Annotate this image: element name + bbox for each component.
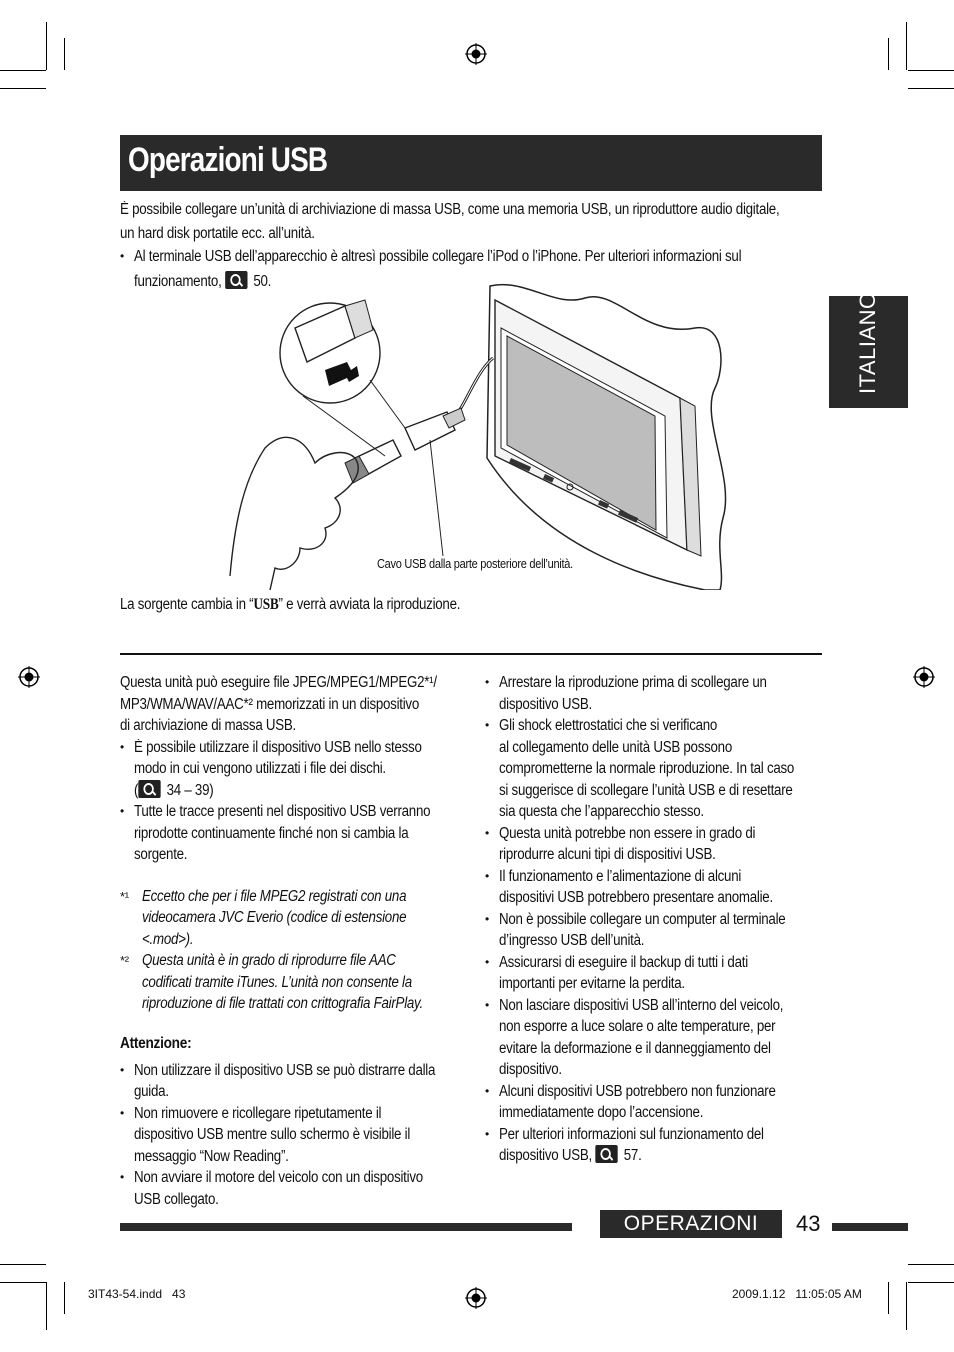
list-item: • Non avviare il motore del veicolo con un dispositivo USB collegato. — [120, 1167, 460, 1210]
language-label: ITALIANO — [855, 291, 880, 394]
list-item: • Tutte le tracce presenti nel dispositivo USB verranno riprodotte continuamente finché non si cambia la sorgente. — [120, 801, 460, 866]
right-column — [485, 672, 825, 1167]
list-item: • Il funzionamento e l’alimentazione di alcuni dispositivi USB potrebbero presentare anomalie. — [485, 866, 825, 909]
language-side-tab — [829, 291, 908, 408]
slug-timestamp: 2009.1.12 11:05:05 AM — [732, 1287, 862, 1301]
slug-file-info: 3IT43-54.indd 43 — [88, 1287, 186, 1301]
usage-bullets — [120, 737, 460, 866]
intro-bullet: • Al terminale USB dell’apparecchio è altresì possibile collegare l’iPod o l’iPhone. Per ulteriori informazioni sul funzionamento, 50. — [120, 246, 830, 292]
list-item: • Per ulteriori informazioni sul funzionamento del dispositivo USB, 57. — [485, 1124, 825, 1167]
reference-magnifier-icon — [138, 780, 160, 798]
list-item: • Arrestare la riproduzione prima di scollegare un dispositivo USB. — [485, 672, 825, 715]
list-item: • Assicurarsi di eseguire il backup di tutti i dati importanti per evitarne la perdita. — [485, 952, 825, 995]
registration-mark-bottom-icon — [465, 1287, 487, 1309]
footnote-1: *¹ Eccetto che per i file MPEG2 registrati con una videocamera JVC Everio (codice di estensione <.mod>). — [120, 887, 407, 948]
registration-mark-top-icon — [465, 43, 487, 65]
intro-line-1: È possibile collegare un’unità di archiviazione di massa USB, come una memoria USB, un riproduttore audio digitale, — [120, 201, 780, 218]
intro-line-2: un hard disk portatile ecc. all’unità. — [120, 224, 315, 242]
intro-bullet-line-2: funzionamento, 50. — [134, 272, 272, 290]
list-item: • Questa unità potrebbe non essere in grado di riprodurre alcuni tipi di dispositivi USB. — [485, 823, 825, 866]
footnote-2: *² Questa unità è in grado di riprodurre file AAC codificati tramite iTunes. L’unità non consente la riproduzione di file trattati con crittografia FairPlay. — [120, 952, 423, 1012]
registration-mark-left-icon — [18, 666, 40, 688]
list-item: • Non è possibile collegare un computer al terminale d’ingresso USB dell’unità. — [485, 909, 825, 952]
caution-bullets — [120, 1060, 460, 1211]
file-support-paragraph: Questa unità può eseguire file JPEG/MPEG1/MPEG2*¹/ MP3/WMA/WAV/AAC*² memorizzati in un dispositivo di archiviazione di massa USB. — [120, 674, 437, 734]
footer-bar-right — [832, 1223, 908, 1231]
usb-memory-stick-icon — [345, 440, 401, 483]
left-column — [120, 672, 460, 1210]
list-item: • Gli shock elettrostatici che si verificano al collegamento delle unità USB possono comprometterne la normale riproduzione. In tal caso si suggerisce di scollegare l’unità USB e di resettare sia questa che l’apparecchio stesso. — [485, 715, 825, 823]
usb-plug-zoom-icon — [280, 300, 405, 456]
head-unit-icon — [495, 300, 701, 556]
page-number: 43 — [796, 1211, 821, 1236]
footer-bar-left — [120, 1223, 572, 1231]
caution-heading: Attenzione: — [120, 1034, 192, 1052]
figure-caption: Cavo USB dalla parte posteriore dell’unità. — [377, 557, 573, 571]
usb-source-label: USB — [253, 596, 279, 613]
usb-connection-illustration — [225, 278, 745, 590]
registration-mark-right-icon — [913, 666, 935, 688]
section-divider — [120, 653, 822, 655]
list-item: • Non rimuovere e ricollegare ripetutamente il dispositivo USB mentre sullo schermo è visibile il messaggio “Now Reading”. — [120, 1103, 460, 1168]
intro-paragraph — [120, 199, 830, 244]
page-title-bar — [120, 135, 822, 191]
usb-cable-connector-icon — [405, 408, 465, 450]
intro-bullet-line-1: Al terminale USB dell’apparecchio è altresì possibile collegare l’iPod o l’iPhone. Per ulteriori informazioni sul — [134, 248, 742, 265]
list-item: • Alcuni dispositivi USB potrebbero non funzionare immediatamente dopo l’accensione. — [485, 1081, 825, 1124]
list-item: • Non utilizzare il dispositivo USB se può distrarre dalla guida. — [120, 1060, 460, 1103]
list-item: • Non lasciare dispositivi USB all’interno del veicolo, non esporre a luce solare o alte temperature, per evitare la deformazione e il danneggiamento del dispositivo. — [485, 995, 825, 1081]
footer-section-label: OPERAZIONI — [600, 1210, 782, 1238]
notes-bullets — [485, 672, 825, 1167]
reference-magnifier-icon — [595, 1145, 617, 1163]
page-title: Operazioni USB — [128, 141, 328, 179]
source-change-line: La sorgente cambia in “USB” e verrà avviata la riproduzione. — [120, 596, 461, 613]
hand-outline — [230, 437, 358, 590]
list-item: • È possibile utilizzare il dispositivo USB nello stesso modo in cui vengono utilizzati i file dei dischi. ( 34 – 39) — [120, 737, 460, 802]
